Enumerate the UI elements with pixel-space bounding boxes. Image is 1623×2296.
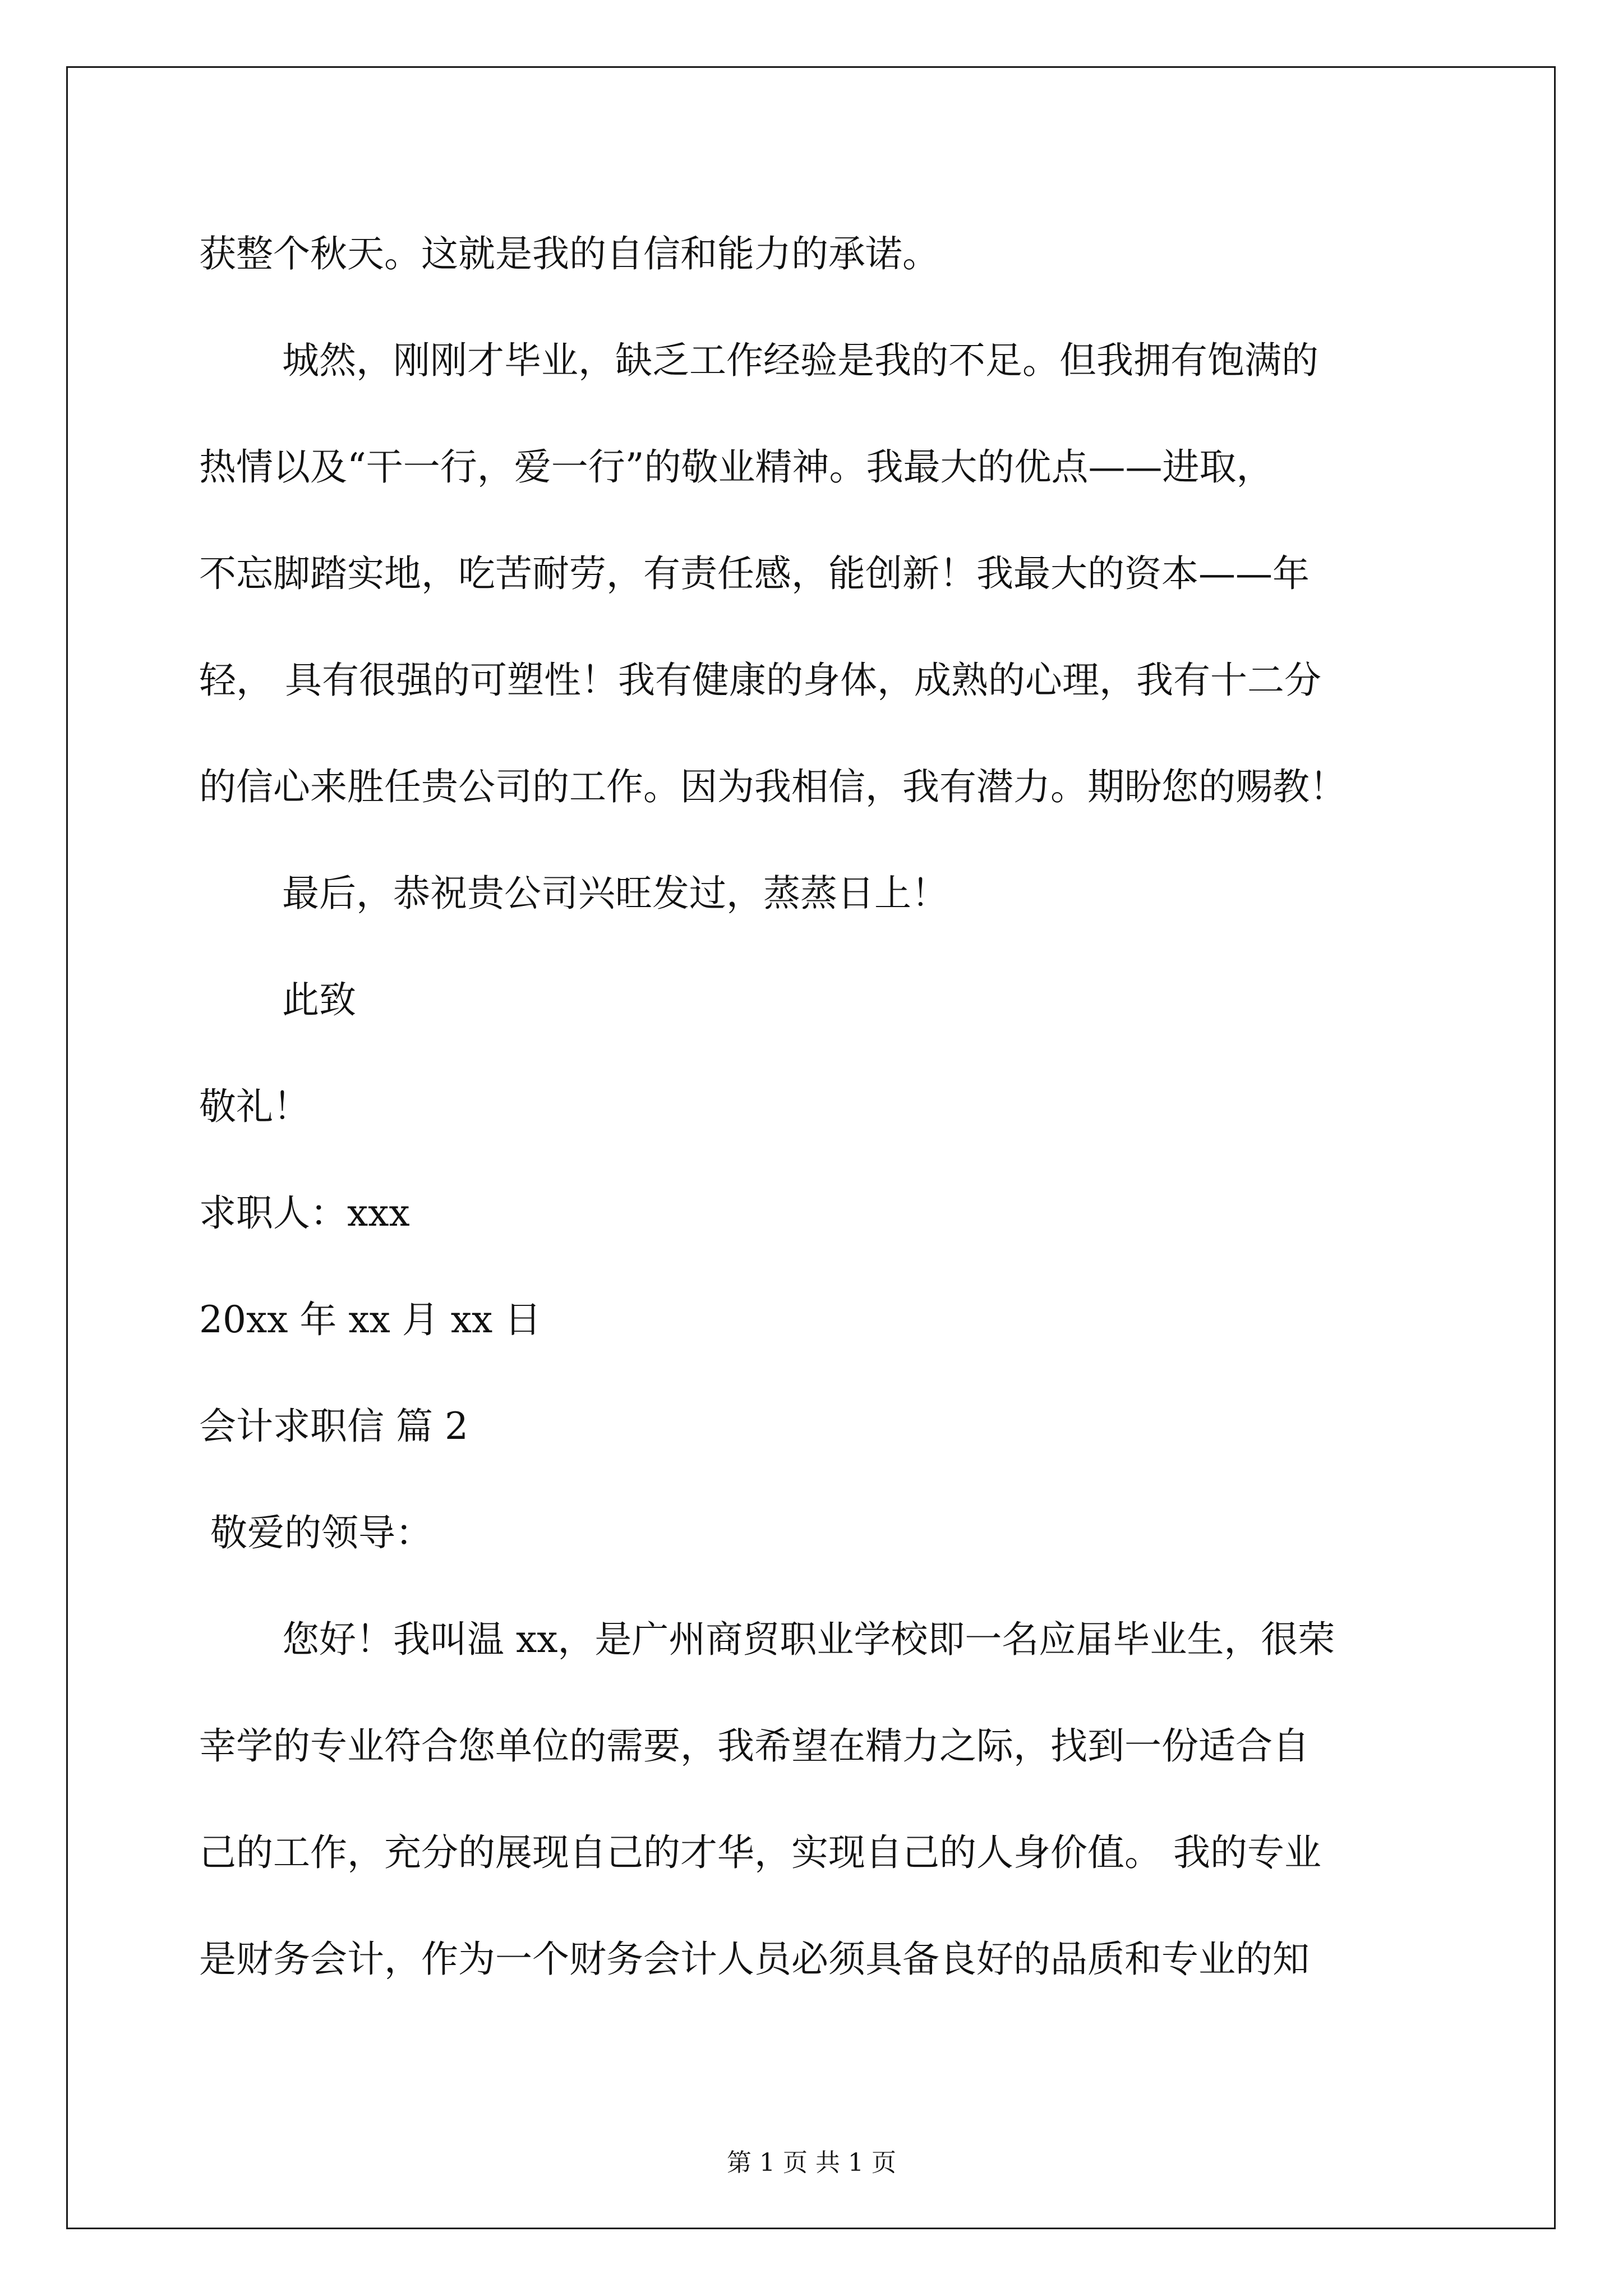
signature-applicant: 求职人：xxx: [199, 1191, 410, 1235]
salutation: 敬爱的领导：: [210, 1511, 432, 1554]
section-heading: 会计求职信 篇 2: [199, 1405, 468, 1448]
body-line: 幸学的专业符合您单位的需要，我希望在精力之际，找到一份适合自: [199, 1724, 1310, 1768]
page-footer: 第 1 页 共 1 页: [727, 2148, 896, 2177]
page-border: [66, 66, 1556, 2229]
signature-date: 20xx 年 xx 月 xx 日: [199, 1298, 542, 1341]
body-line: 是财务会计，作为一个财务会计人员必须具备良好的品质和专业的知: [199, 1938, 1310, 1981]
body-line: 的信心来胜任贵公司的工作。因为我相信，我有潜力。期盼您的赐教！: [199, 765, 1347, 808]
body-line: 己的工作，充分的展现自己的才华，实现自己的人身价值。 我的专业: [199, 1831, 1321, 1874]
closing-wish: 最后，恭祝贵公司兴旺发过，蒸蒸日上！: [282, 872, 948, 915]
body-line: 您好！我叫温 xx，是广州商贸职业学校即一名应届毕业生，很荣: [282, 1618, 1335, 1661]
body-line: 获整个秋天。这就是我的自信和能力的承诺。: [199, 232, 939, 275]
closing-jingli: 敬礼！: [199, 1085, 310, 1128]
body-line: 热情以及“干一行，爱一行”的敬业精神。我最大的优点——进取，: [199, 445, 1274, 489]
body-line: 轻， 具有很强的可塑性！我有健康的身体，成熟的心理，我有十二分: [199, 659, 1321, 702]
body-line: 不忘脚踏实地，吃苦耐劳，有责任感，能创新！我最大的资本——年: [199, 552, 1310, 595]
body-line: 城然，刚刚才毕业，缺乏工作经验是我的不足。但我拥有饱满的: [282, 339, 1318, 382]
closing-cizhi: 此致: [282, 978, 356, 1022]
